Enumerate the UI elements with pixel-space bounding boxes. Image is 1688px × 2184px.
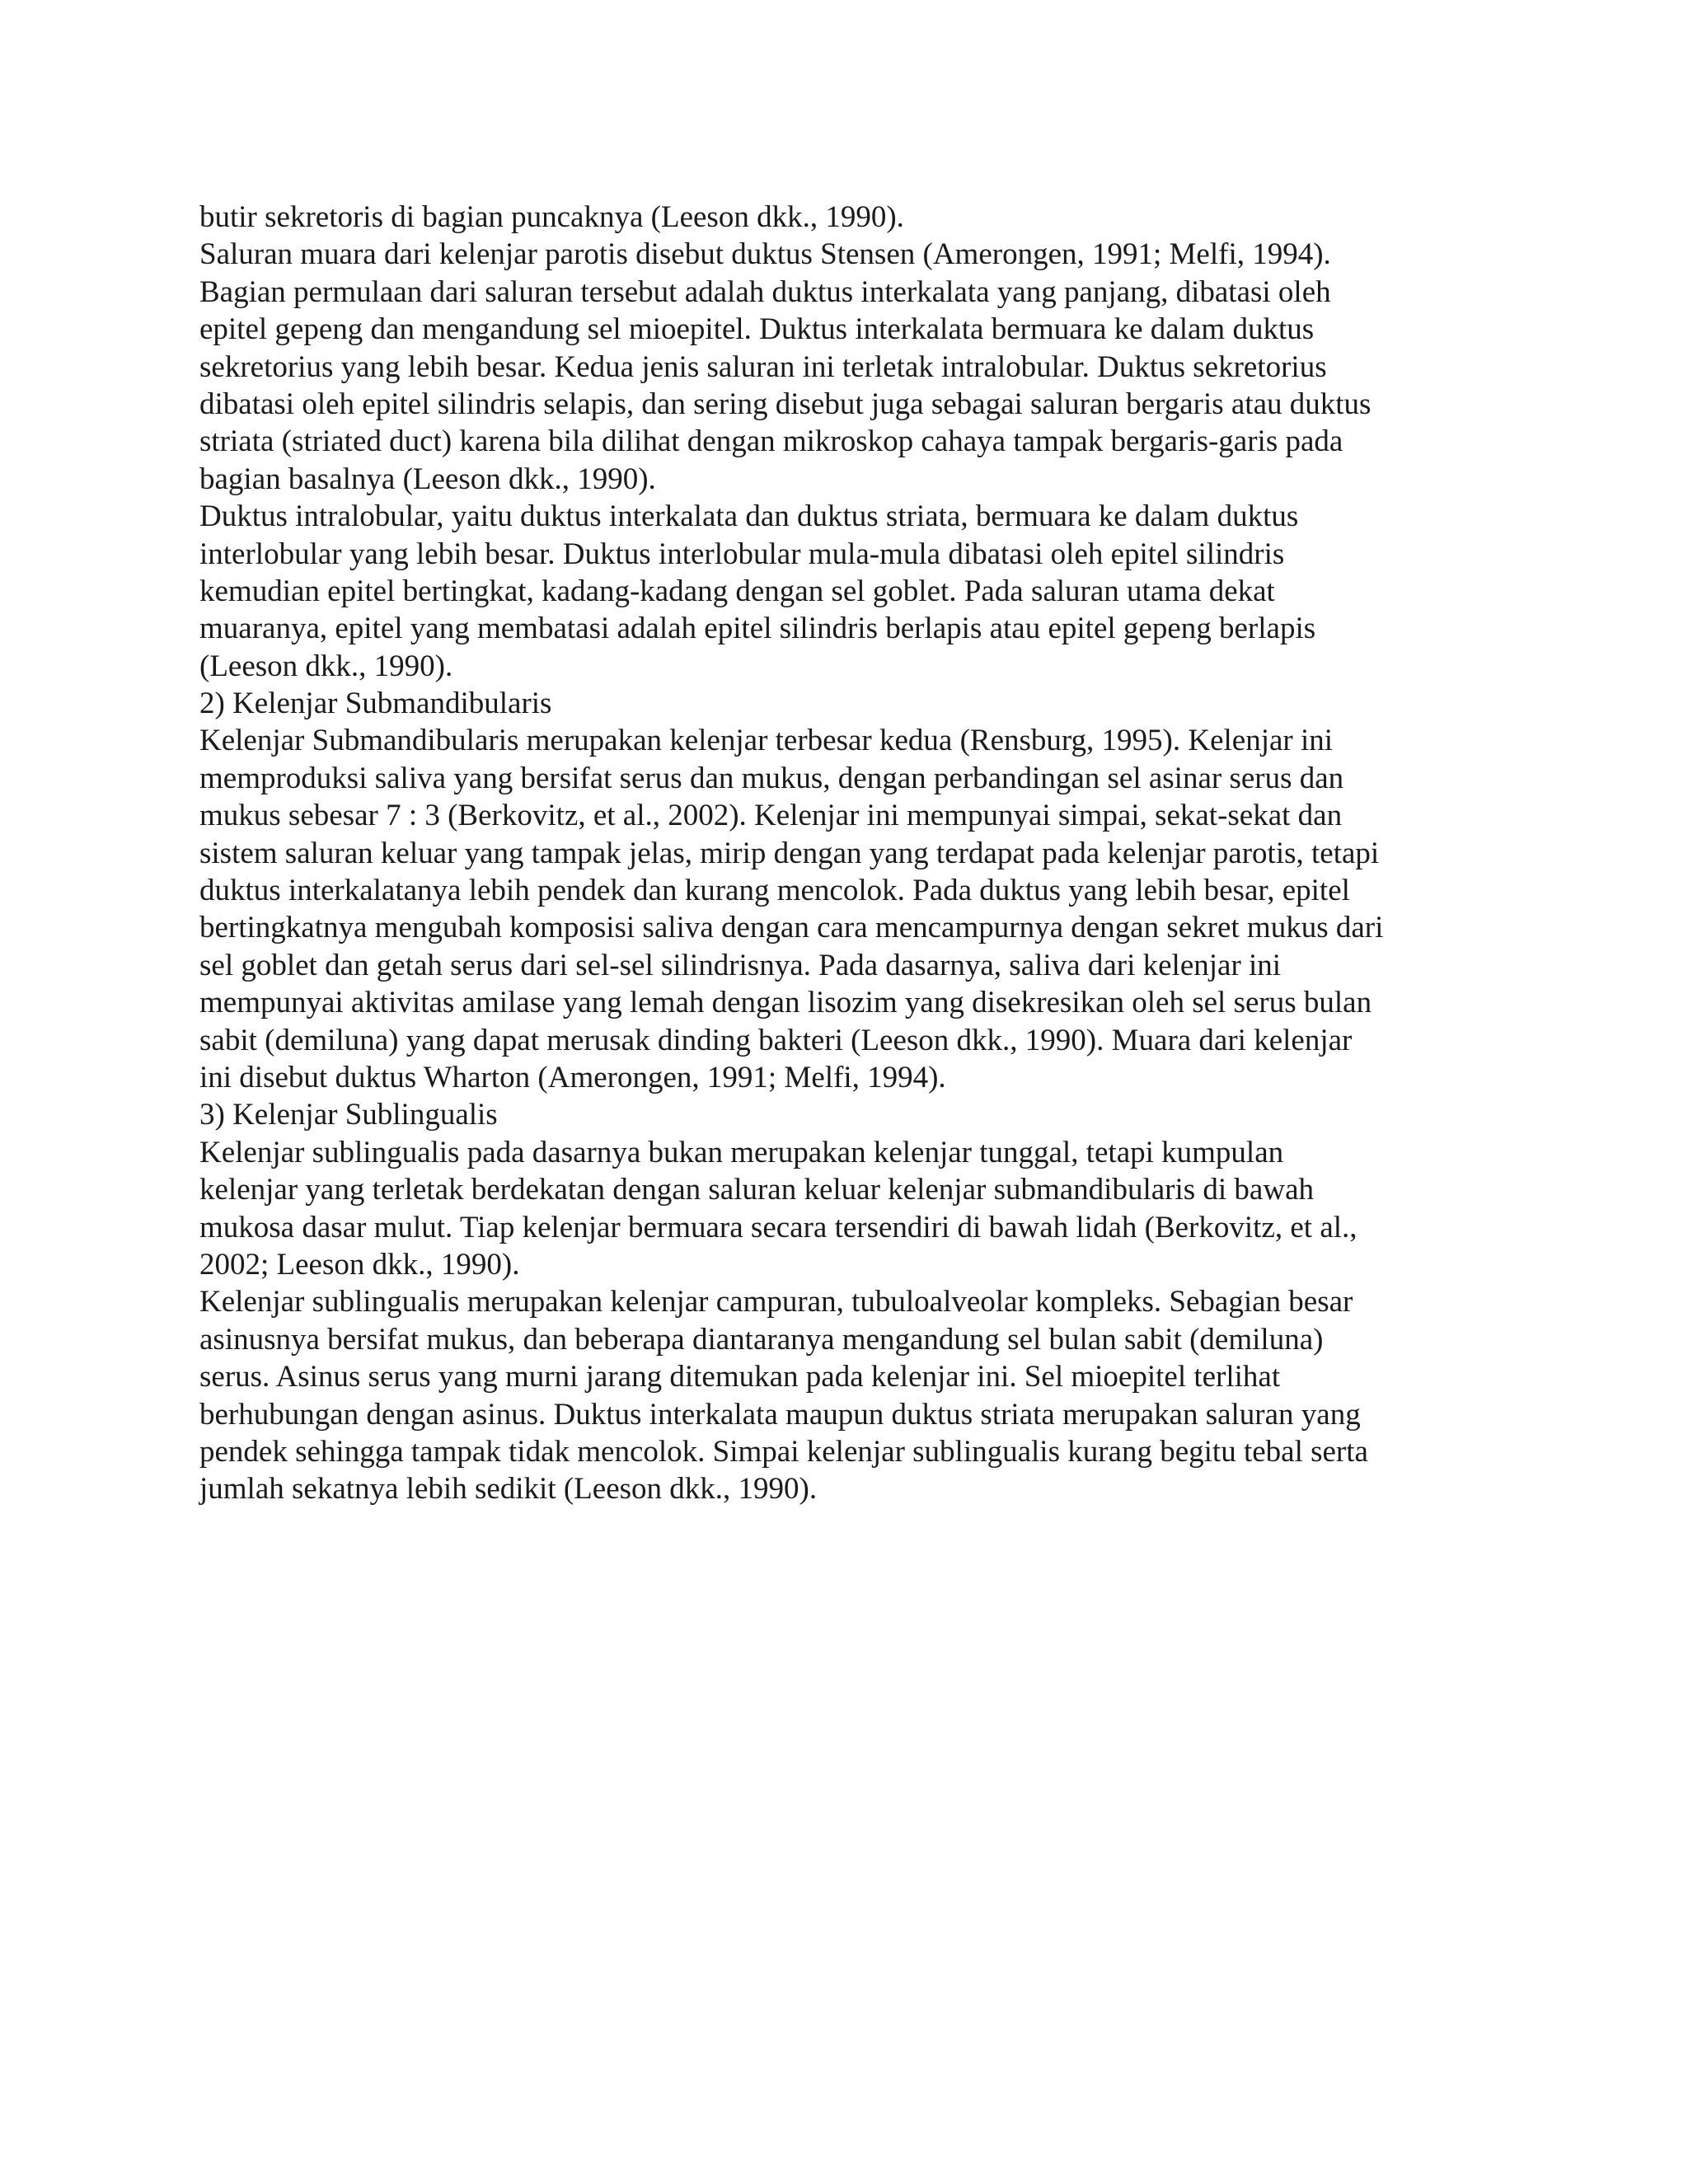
text-line: interlobular yang lebih besar. Duktus interlobular mula-mula dibatasi oleh epitel silindris bbox=[199, 537, 1285, 571]
text-line: 3) Kelenjar Sublingualis bbox=[199, 1098, 498, 1132]
text-line: serus. Asinus serus yang murni jarang ditemukan pada kelenjar ini. Sel mioepitel terlihat bbox=[199, 1360, 1281, 1394]
text-line: sabit (demiluna) yang dapat merusak dinding bakteri (Leeson dkk., 1990). Muara dari kelenjar bbox=[199, 1023, 1353, 1057]
text-line: bertingkatnya mengubah komposisi saliva dengan cara mencampurnya dengan sekret mukus dari bbox=[199, 911, 1384, 945]
text-line: asinusnya bersifat mukus, dan beberapa diantaranya mengandung sel bulan sabit (demiluna) bbox=[199, 1322, 1324, 1357]
text-line: sistem saluran keluar yang tampak jelas, mirip dengan yang terdapat pada kelenjar parotis, tetapi bbox=[199, 836, 1380, 870]
text-line: sel goblet dan getah serus dari sel-sel silindrisnya. Pada dasarnya, saliva dari kelenjar ini bbox=[199, 948, 1282, 982]
text-line: mempunyai aktivitas amilase yang lemah dengan lisozim yang disekresikan oleh sel serus bulan bbox=[199, 986, 1372, 1020]
text-line: epitel gepeng dan mengandung sel mioepitel. Duktus interkalata bermuara ke dalam duktus bbox=[199, 312, 1315, 347]
text-line: kelenjar yang terletak berdekatan dengan saluran keluar kelenjar submandibularis di bawah bbox=[199, 1173, 1314, 1207]
text-line: kemudian epitel bertingkat, kadang-kadang dengan sel goblet. Pada saluran utama dekat bbox=[199, 574, 1275, 608]
text-line: 2) Kelenjar Submandibularis bbox=[199, 687, 552, 721]
text-line: Duktus intralobular, yaitu duktus interkalata dan duktus striata, bermuara ke dalam duktus bbox=[199, 499, 1299, 534]
text-line: bagian basalnya (Leeson dkk., 1990). bbox=[199, 462, 656, 496]
text-line: dibatasi oleh epitel silindris selapis, dan sering disebut juga sebagai saluran bergaris atau duktus bbox=[199, 387, 1372, 421]
text-line: ini disebut duktus Wharton (Amerongen, 1991; Melfi, 1994). bbox=[199, 1060, 946, 1094]
text-line: sekretorius yang lebih besar. Kedua jenis saluran ini terletak intralobular. Duktus sekretorius bbox=[199, 349, 1327, 384]
text-line: mukosa dasar mulut. Tiap kelenjar bermuara secara tersendiri di bawah lidah (Berkovitz, et al., bbox=[199, 1210, 1357, 1244]
text-line: mukus sebesar 7 : 3 (Berkovitz, et al., 2002). Kelenjar ini mempunyai simpai, sekat-sekat dan bbox=[199, 799, 1343, 833]
text-line: Kelenjar sublingualis merupakan kelenjar campuran, tubuloalveolar kompleks. Sebagian besar bbox=[199, 1285, 1353, 1319]
text-line: Kelenjar sublingualis pada dasarnya bukan merupakan kelenjar tunggal, tetapi kumpulan bbox=[199, 1135, 1284, 1169]
text-line: jumlah sekatnya lebih sedikit (Leeson dkk., 1990). bbox=[199, 1472, 818, 1507]
text-line: muaranya, epitel yang membatasi adalah epitel silindris berlapis atau epitel gepeng berlapis bbox=[199, 612, 1316, 646]
text-line: butir sekretoris di bagian puncaknya (Leeson dkk., 1990). bbox=[199, 200, 904, 234]
text-line: Bagian permulaan dari saluran tersebut adalah duktus interkalata yang panjang, dibatasi oleh bbox=[199, 274, 1331, 309]
text-line: striata (striated duct) karena bila dilihat dengan mikroskop cahaya tampak bergaris-garis pada bbox=[199, 424, 1343, 459]
text-line: Saluran muara dari kelenjar parotis disebut duktus Stensen (Amerongen, 1991; Melfi, 1994). bbox=[199, 237, 1331, 272]
text-line: (Leeson dkk., 1990). bbox=[199, 649, 453, 683]
text-line: 2002; Leeson dkk., 1990). bbox=[199, 1247, 520, 1282]
text-line: duktus interkalatanya lebih pendek dan kurang mencolok. Pada duktus yang lebih besar, epitel bbox=[199, 874, 1350, 908]
text-line: berhubungan dengan asinus. Duktus interkalata maupun duktus striata merupakan saluran yang bbox=[199, 1397, 1361, 1432]
text-line: memproduksi saliva yang bersifat serus dan mukus, dengan perbandingan sel asinar serus dan bbox=[199, 761, 1344, 795]
text-line: pendek sehingga tampak tidak mencolok. Simpai kelenjar sublingualis kurang begitu tebal serta bbox=[199, 1434, 1368, 1469]
document-body-text bbox=[199, 199, 1502, 1508]
text-line: Kelenjar Submandibularis merupakan kelenjar terbesar kedua (Rensburg, 1995). Kelenjar ini bbox=[199, 724, 1334, 758]
